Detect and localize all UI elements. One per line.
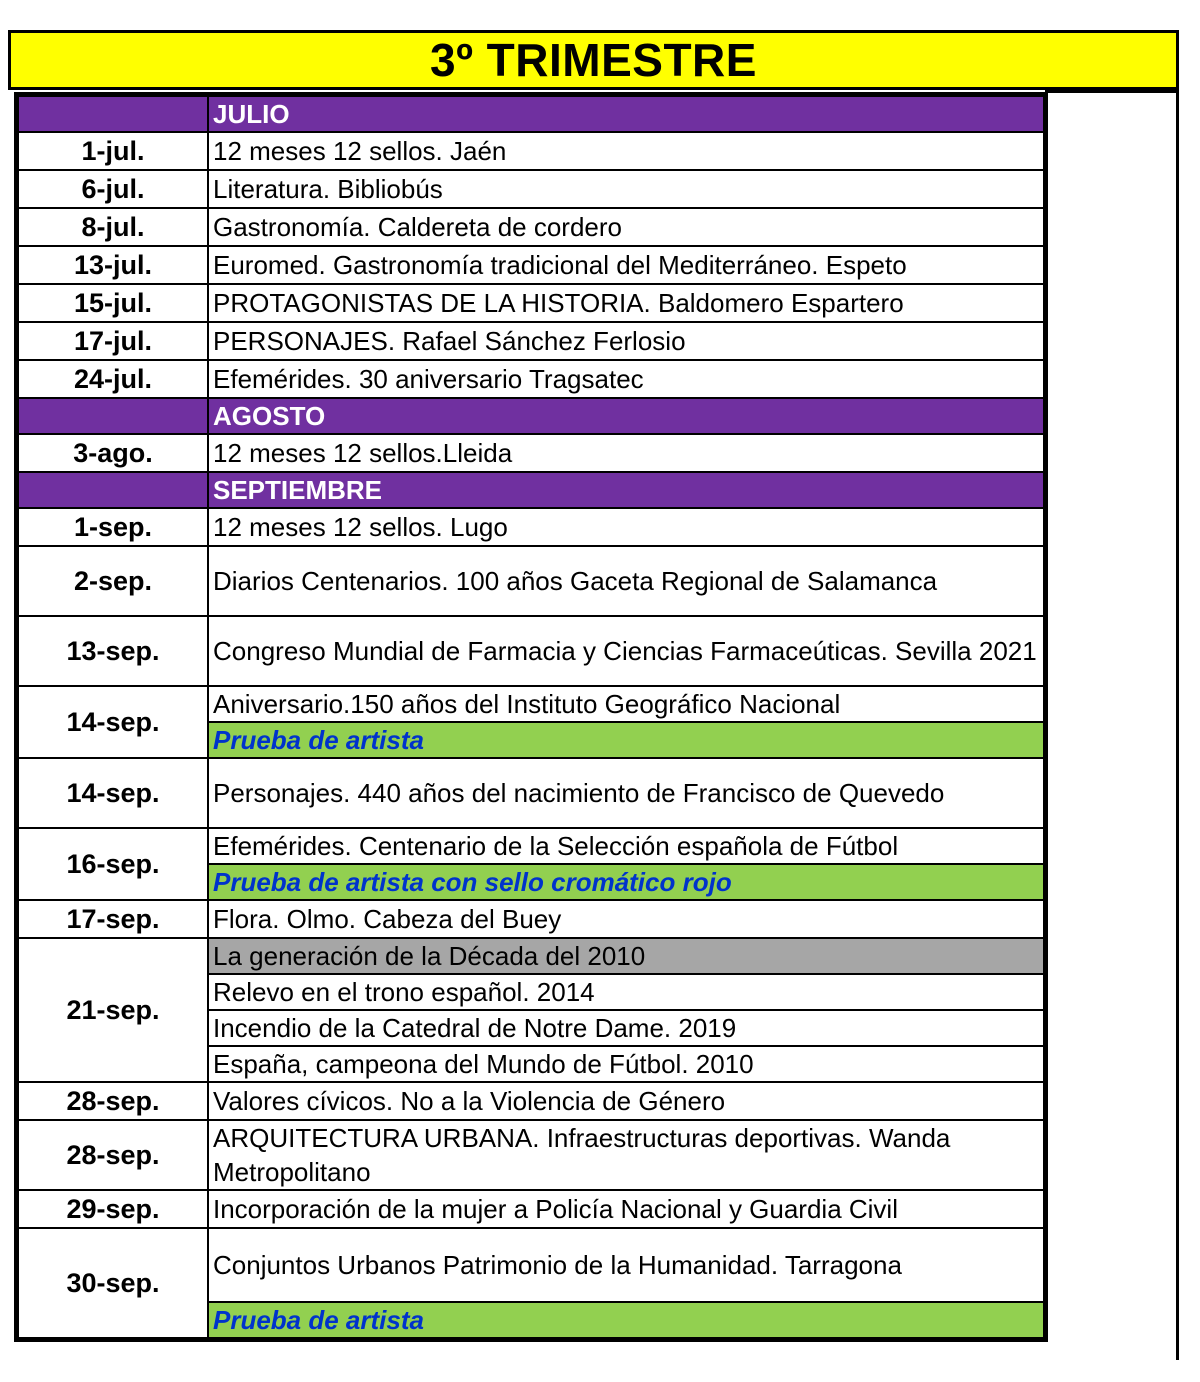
row-date: 3-ago. bbox=[18, 434, 208, 472]
row-date: 16-sep. bbox=[18, 828, 208, 900]
table-row bbox=[18, 284, 1044, 322]
page-title: 3º TRIMESTRE bbox=[8, 30, 1179, 90]
row-date: 14-sep. bbox=[18, 686, 208, 758]
row-text: Incorporación de la mujer a Policía Nacional y Guardia Civil bbox=[208, 1190, 1044, 1228]
row-date: 1-sep. bbox=[18, 508, 208, 546]
row-date: 15-jul. bbox=[18, 284, 208, 322]
row-text: Congreso Mundial de Farmacia y Ciencias Farmaceúticas. Sevilla 2021 bbox=[208, 616, 1044, 686]
row-date: 28-sep. bbox=[18, 1082, 208, 1120]
row-text: Conjuntos Urbanos Patrimonio de la Humanidad. Tarragona bbox=[208, 1228, 1044, 1302]
table-row bbox=[18, 246, 1044, 284]
row-date: 24-jul. bbox=[18, 360, 208, 398]
table-row bbox=[18, 1190, 1044, 1228]
row-text: La generación de la Década del 2010 bbox=[208, 938, 1044, 974]
month-label: JULIO bbox=[208, 96, 1044, 132]
table-row bbox=[18, 508, 1044, 546]
artist-proof-note: Prueba de artista bbox=[208, 1302, 1044, 1338]
table-row bbox=[18, 208, 1044, 246]
row-text: Incendio de la Catedral de Notre Dame. 2019 bbox=[208, 1010, 1044, 1046]
row-text: Flora. Olmo. Cabeza del Buey bbox=[208, 900, 1044, 938]
artist-proof-note: Prueba de artista bbox=[208, 722, 1044, 758]
month-row-julio bbox=[18, 96, 1044, 132]
table-row bbox=[18, 1120, 1044, 1190]
row-text: Diarios Centenarios. 100 años Gaceta Regional de Salamanca bbox=[208, 546, 1044, 616]
calendar-sheet bbox=[8, 30, 1183, 1360]
row-date: 1-jul. bbox=[18, 132, 208, 170]
month-row-septiembre bbox=[18, 472, 1044, 508]
row-text: Euromed. Gastronomía tradicional del Mediterráneo. Espeto bbox=[208, 246, 1044, 284]
row-date: 8-jul. bbox=[18, 208, 208, 246]
row-text: Aniversario.150 años del Instituto Geográfico Nacional bbox=[208, 686, 1044, 722]
table-row bbox=[18, 1228, 1044, 1302]
row-text: PROTAGONISTAS DE LA HISTORIA. Baldomero Espartero bbox=[208, 284, 1044, 322]
row-date: 29-sep. bbox=[18, 1190, 208, 1228]
row-date: 30-sep. bbox=[18, 1228, 208, 1338]
row-text: Personajes. 440 años del nacimiento de Francisco de Quevedo bbox=[208, 758, 1044, 828]
month-label: AGOSTO bbox=[208, 398, 1044, 434]
row-date: 13-sep. bbox=[18, 616, 208, 686]
row-date: 6-jul. bbox=[18, 170, 208, 208]
table-row bbox=[18, 170, 1044, 208]
row-text: Gastronomía. Caldereta de cordero bbox=[208, 208, 1044, 246]
row-text: ARQUITECTURA URBANA. Infraestructuras deportivas. Wanda Metropolitano bbox=[208, 1120, 1044, 1190]
schedule-table bbox=[14, 92, 1048, 1342]
row-date: 13-jul. bbox=[18, 246, 208, 284]
row-text: PERSONAJES. Rafael Sánchez Ferlosio bbox=[208, 322, 1044, 360]
table-row bbox=[18, 434, 1044, 472]
month-label: SEPTIEMBRE bbox=[208, 472, 1044, 508]
table-row bbox=[18, 322, 1044, 360]
table-row bbox=[18, 616, 1044, 686]
table-row bbox=[18, 1082, 1044, 1120]
row-date: 2-sep. bbox=[18, 546, 208, 616]
table-row bbox=[18, 828, 1044, 864]
table-row bbox=[18, 900, 1044, 938]
month-row-agosto bbox=[18, 398, 1044, 434]
row-date: 21-sep. bbox=[18, 938, 208, 1082]
row-text: 12 meses 12 sellos. Jaén bbox=[208, 132, 1044, 170]
table-row bbox=[18, 686, 1044, 722]
blank-column bbox=[1045, 90, 1179, 1360]
row-text: España, campeona del Mundo de Fútbol. 2010 bbox=[208, 1046, 1044, 1082]
row-date: 17-sep. bbox=[18, 900, 208, 938]
row-text: 12 meses 12 sellos. Lugo bbox=[208, 508, 1044, 546]
row-text: Relevo en el trono español. 2014 bbox=[208, 974, 1044, 1010]
row-text: Efemérides. 30 aniversario Tragsatec bbox=[208, 360, 1044, 398]
row-text: Efemérides. Centenario de la Selección española de Fútbol bbox=[208, 828, 1044, 864]
row-date: 28-sep. bbox=[18, 1120, 208, 1190]
artist-proof-note: Prueba de artista con sello cromático rojo bbox=[208, 864, 1044, 900]
row-date: 14-sep. bbox=[18, 758, 208, 828]
table-row bbox=[18, 360, 1044, 398]
row-text: Literatura. Bibliobús bbox=[208, 170, 1044, 208]
table-row bbox=[18, 132, 1044, 170]
table-row bbox=[18, 546, 1044, 616]
row-text: Valores cívicos. No a la Violencia de Género bbox=[208, 1082, 1044, 1120]
row-text: 12 meses 12 sellos.Lleida bbox=[208, 434, 1044, 472]
table-row bbox=[18, 758, 1044, 828]
row-date: 17-jul. bbox=[18, 322, 208, 360]
table-row bbox=[18, 938, 1044, 974]
